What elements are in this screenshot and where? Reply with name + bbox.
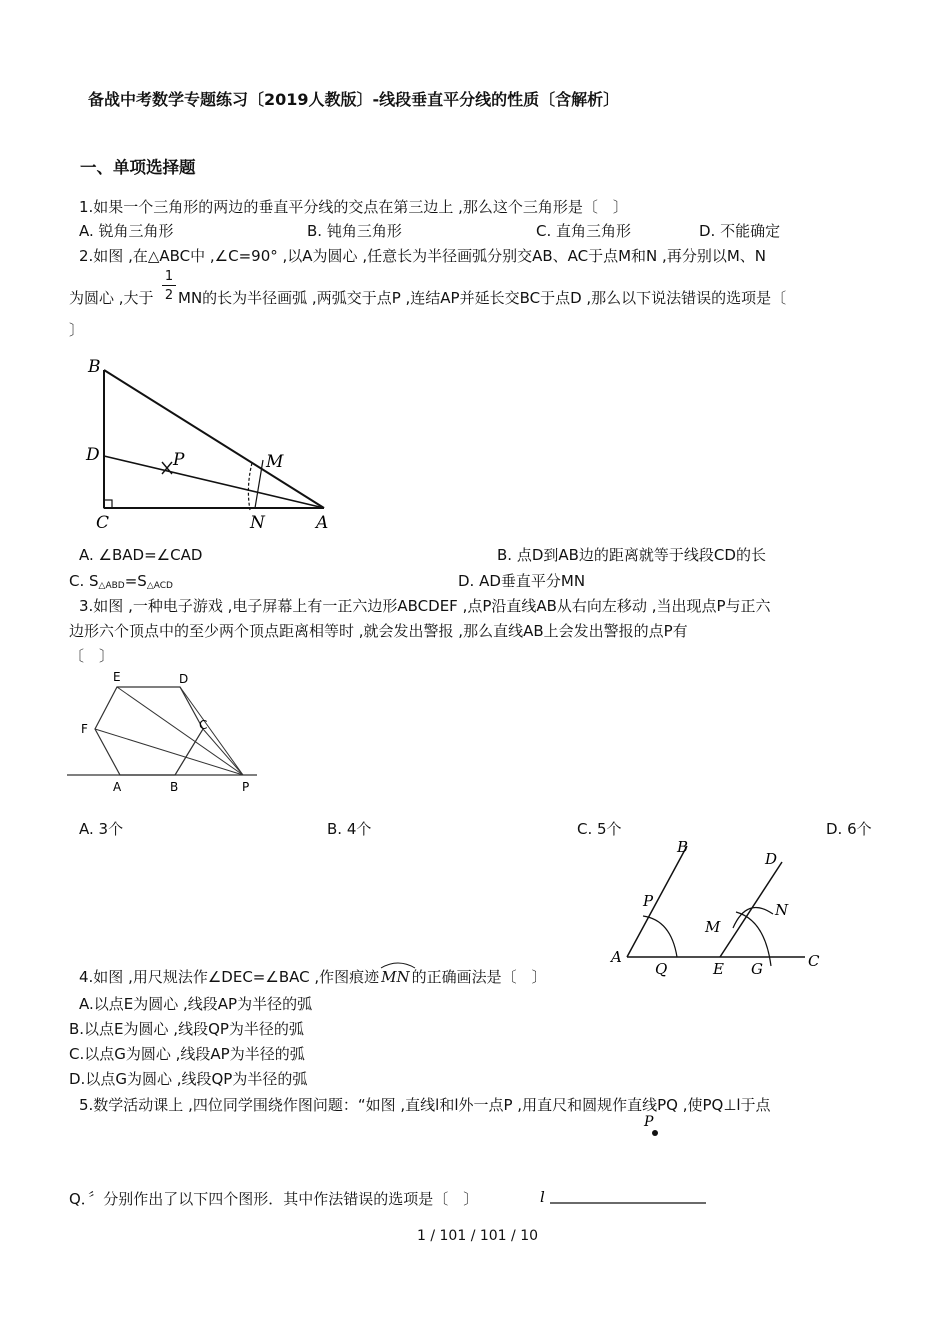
angle-label-b: B [677,838,689,856]
page-title: 备战中考数学专题练习〔2019人教版〕-线段垂直平分线的性质〔含解析〕 [88,90,620,109]
angle-label-e: E [713,960,724,978]
q2-stem-line2-post: MN的长为半径画弧 ,两弧交于点P ,连结AP并延长交BC于点D ,那么以下说法错误的选项是〔 [178,289,787,307]
q1-stem: 1.如果一个三角形的两边的垂直平分线的交点在第三边上 ,那么这个三角形是〔 〕 [79,198,628,216]
section-heading: 一、单项选择题 [80,158,196,177]
q3-hexagon-figure [65,665,265,800]
q4-stem: 4.如图 ,用尺规法作∠DEC=∠BAC ,作图痕迹 MN 的正确画法是〔 〕 [79,967,547,987]
label-d: D [86,445,100,465]
fraction-bar [162,285,176,286]
q2-stem-line2-pre: 为圆心 ,大于 [69,289,154,307]
hex-label-f: F [81,722,88,736]
fraction-denominator: 2 [164,288,174,303]
q3-option-a[interactable]: A. 3个 [79,820,124,838]
q2-option-c[interactable]: C. $S_{\triangle ABD}=S_{\triangle ACD}$ [69,572,173,591]
hex-label-c: C [199,718,208,732]
q2-stem-line1: 2.如图 ,在△ABC中 ,∠C=90° ,以A为圆心 ,任意长为半径画弧分别交AB、AC于点M和N ,再分别以M、N [79,247,766,265]
hex-label-d: D [179,672,189,686]
label-a: A [316,513,329,533]
fraction-numerator: 1 [164,269,174,284]
q4-option-c[interactable]: C.以点G为圆心 ,线段AP为半径的弧 [69,1045,305,1063]
q2-stem-line3: 〕 [69,321,85,339]
label-p: P [173,450,185,470]
angle-label-c: C [808,952,820,970]
angle-label-g: G [751,960,763,978]
q4-angle-figure [605,836,825,981]
q5-line-l [536,1185,711,1210]
angle-label-d: D [765,850,778,868]
angle-label-q: Q [655,960,668,978]
q2-option-a[interactable]: A. ∠BAD=∠CAD [79,546,203,564]
q4-option-b[interactable]: B.以点E为圆心 ,线段QP为半径的弧 [69,1020,304,1038]
page-footer: 1 / 101 / 101 / 10 [417,1228,539,1244]
q1-option-b[interactable]: B. 钝角三角形 [307,222,402,240]
q5-point-p [640,1112,670,1142]
arc-mn: MN [379,967,411,987]
q2-triangle-figure [80,350,340,535]
hex-label-e: E [113,670,121,684]
label-b: B [88,357,101,377]
label-n: N [250,513,265,533]
q5-stem-line2: Q．〞分别作出了以下四个图形．其中作法错误的选项是〔 〕 [69,1190,479,1208]
q3-option-b[interactable]: B. 4个 [327,820,372,838]
q5-label-l: l [540,1188,545,1206]
q3-stem-line3: 〔 〕 [69,647,115,665]
q3-option-c[interactable]: C. 5个 [577,820,622,838]
q1-option-c[interactable]: C. 直角三角形 [536,222,632,240]
q5-stem-line1: 5.数学活动课上 ,四位同学围绕作图问题：“如图 ,直线l和l外一点P ,用直尺和圆规作直线PQ ,使PQ⊥l于点 [79,1096,771,1114]
q2-option-b[interactable]: B. 点D到AB边的距离就等于线段CD的长 [497,546,766,564]
q1-option-d[interactable]: D. 不能确定 [699,222,781,240]
angle-label-n: N [775,901,789,919]
q3-stem-line1: 3.如图 ,一种电子游戏 ,电子屏幕上有一正六边形ABCDEF ,点P沿直线AB从右向左移动 ,当出现点P与正六 [79,597,771,615]
q4-option-d[interactable]: D.以点G为圆心 ,线段QP为半径的弧 [69,1070,308,1088]
hex-label-p: P [242,780,250,794]
angle-label-p: P [643,892,654,910]
angle-label-a: A [611,948,622,966]
label-m: M [266,452,284,472]
q4-option-a[interactable]: A.以点E为圆心 ,线段AP为半径的弧 [79,995,313,1013]
hex-label-b: B [170,780,179,794]
q3-option-d[interactable]: D. 6个 [826,820,872,838]
q5-label-p: P [644,1114,654,1130]
q1-option-a[interactable]: A. 锐角三角形 [79,222,174,240]
label-c: C [96,513,110,533]
hex-label-a: A [113,780,122,794]
angle-label-m: M [705,918,721,936]
q3-stem-line2: 边形六个顶点中的至少两个顶点距离相等时 ,就会发出警报 ,那么直线AB上会发出警报的点P有 [69,622,688,640]
q2-option-d[interactable]: D. AD垂直平分MN [458,572,586,590]
